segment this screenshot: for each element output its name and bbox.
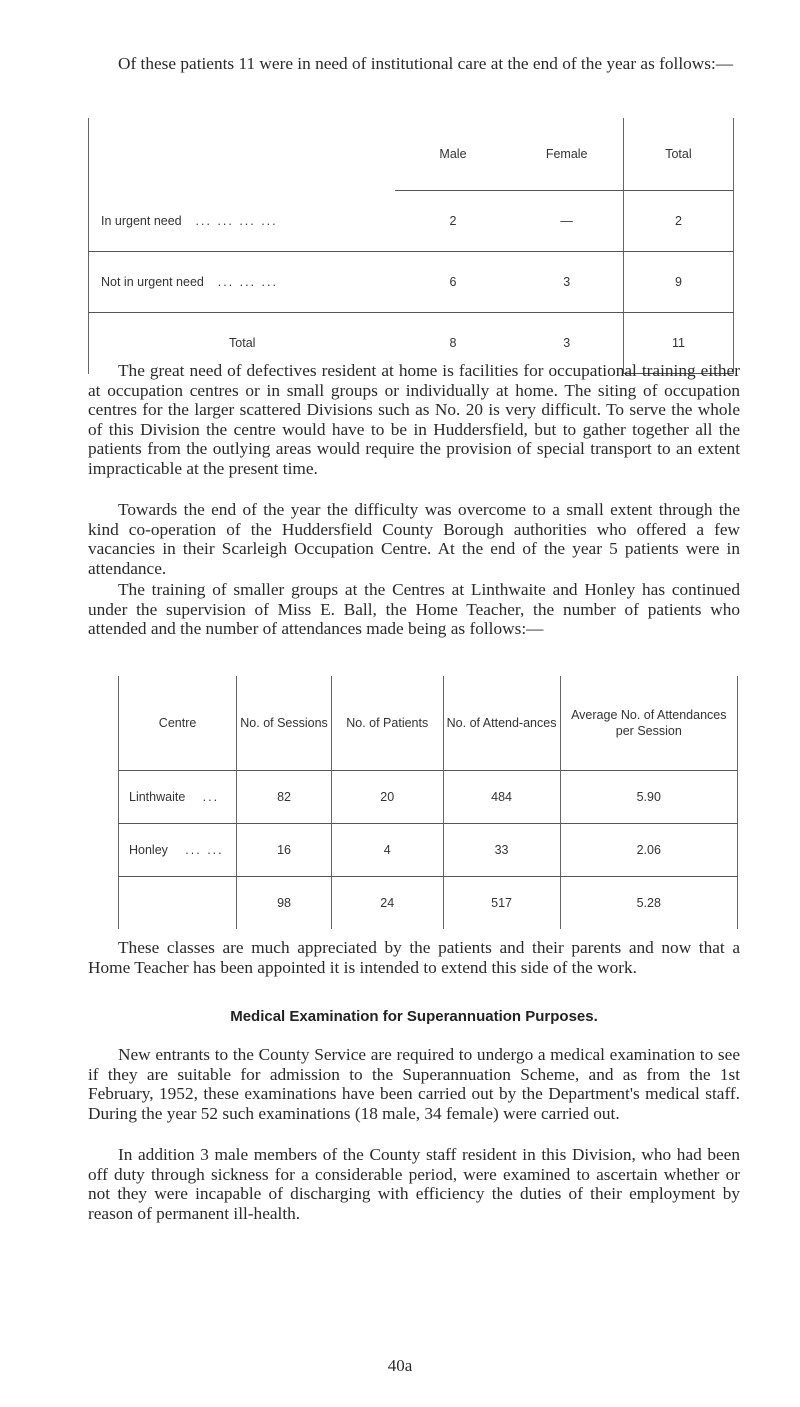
cell-female: 3: [510, 252, 623, 313]
header-female: Female: [510, 118, 623, 191]
header-attendances: No. of Attend-ances: [443, 676, 560, 771]
header-centre: Centre: [119, 676, 237, 771]
table-header-row: [119, 676, 738, 771]
cell-average: 5.28: [560, 877, 737, 930]
cell-attendances: 517: [443, 877, 560, 930]
header-sessions: No. of Sessions: [237, 676, 332, 771]
cell-centre: [119, 877, 237, 930]
cell-attendances: 484: [443, 771, 560, 824]
cell-female: 3: [510, 313, 623, 374]
row-label: In urgent need ... ... ... ...: [89, 191, 396, 252]
cell-male: 2: [395, 191, 510, 252]
table-row: [89, 191, 734, 252]
table-header-row: [89, 118, 734, 191]
cell-patients: 20: [331, 771, 443, 824]
cell-centre: Linthwaite ...: [119, 771, 237, 824]
table-row: [119, 771, 738, 824]
cell-total: 11: [623, 313, 733, 374]
table-row: [89, 252, 734, 313]
header-total: Total: [623, 118, 733, 191]
paragraph-scarleigh-centre: Towards the end of the year the difficulty was overcome to a small extent through the kind co-operation of the Huddersfield County Borough authorities who offered a few vacancies in their Scarleigh Occupation Centre. At the end of the year 5 patients were in attendance.: [88, 500, 740, 578]
section-heading: Medical Examination for Superannuation Purposes.: [230, 1008, 598, 1025]
paragraph-smaller-groups: The training of smaller groups at the Centres at Linthwaite and Honley has continued under the supervision of Miss E. Ball, the Home Teacher, the number of patients who attended and the number of attendances made being as follows:—: [88, 580, 740, 638]
cell-sessions: 98: [237, 877, 332, 930]
cell-centre: Honley ... ...: [119, 824, 237, 877]
table-row: [119, 877, 738, 930]
cell-total: 2: [623, 191, 733, 252]
paragraph-staff-examined: In addition 3 male members of the County staff resident in this Division, who had been off duty through sickness for a considerable period, were examined to ascertain whether or not they were incapable of discharging with efficiency the duties of their employment by reason of permanent ill-health.: [88, 1145, 740, 1223]
header-patients: No. of Patients: [331, 676, 443, 771]
cell-patients: 4: [331, 824, 443, 877]
cell-female: —: [510, 191, 623, 252]
cell-sessions: 16: [237, 824, 332, 877]
paragraph-occupational-training: The great need of defectives resident at home is facilities for occupational training either at occupation centres or in small groups or individually at home. The siting of occupation centres for the larger scattered Divisions such as No. 20 is very difficult. To serve the whole of this Division the centre would have to be in Huddersfield, but to gather together all the patients from the outlying areas would require the provision of special transport to an extent impracticable at the present time.: [88, 361, 740, 478]
row-label: Not in urgent need ... ... ...: [89, 252, 396, 313]
cell-average: 5.90: [560, 771, 737, 824]
cell-attendances: 33: [443, 824, 560, 877]
paragraph-new-entrants: New entrants to the County Service are required to undergo a medical examination to see if they are suitable for admission to the Superannuation Scheme, and as from the 1st February, 1952, these examinations have been carried out by the Department's medical staff. During the year 52 such examinations (18 male, 34 female) were carried out.: [88, 1045, 740, 1123]
cell-male: 6: [395, 252, 510, 313]
cell-sessions: 82: [237, 771, 332, 824]
institutional-care-table: [88, 118, 734, 374]
table-row: [119, 824, 738, 877]
cell-average: 2.06: [560, 824, 737, 877]
paragraph-classes-appreciated: These classes are much appreciated by the patients and their parents and now that a Home Teacher has been appointed it is intended to extend this side of the work.: [88, 938, 740, 977]
cell-male: 8: [449, 336, 457, 351]
header-average: Average No. of Attendances per Session: [560, 676, 737, 771]
row-label: Total: [89, 313, 396, 374]
cell-patients: 24: [331, 877, 443, 930]
page-number: 40a: [387, 1356, 413, 1375]
attendance-table: [118, 676, 738, 929]
intro-paragraph: Of these patients 11 were in need of institutional care at the end of the year as follows:—: [118, 54, 734, 73]
header-male: Male: [395, 118, 510, 191]
header-blank: [89, 118, 396, 191]
cell-total: 9: [623, 252, 733, 313]
